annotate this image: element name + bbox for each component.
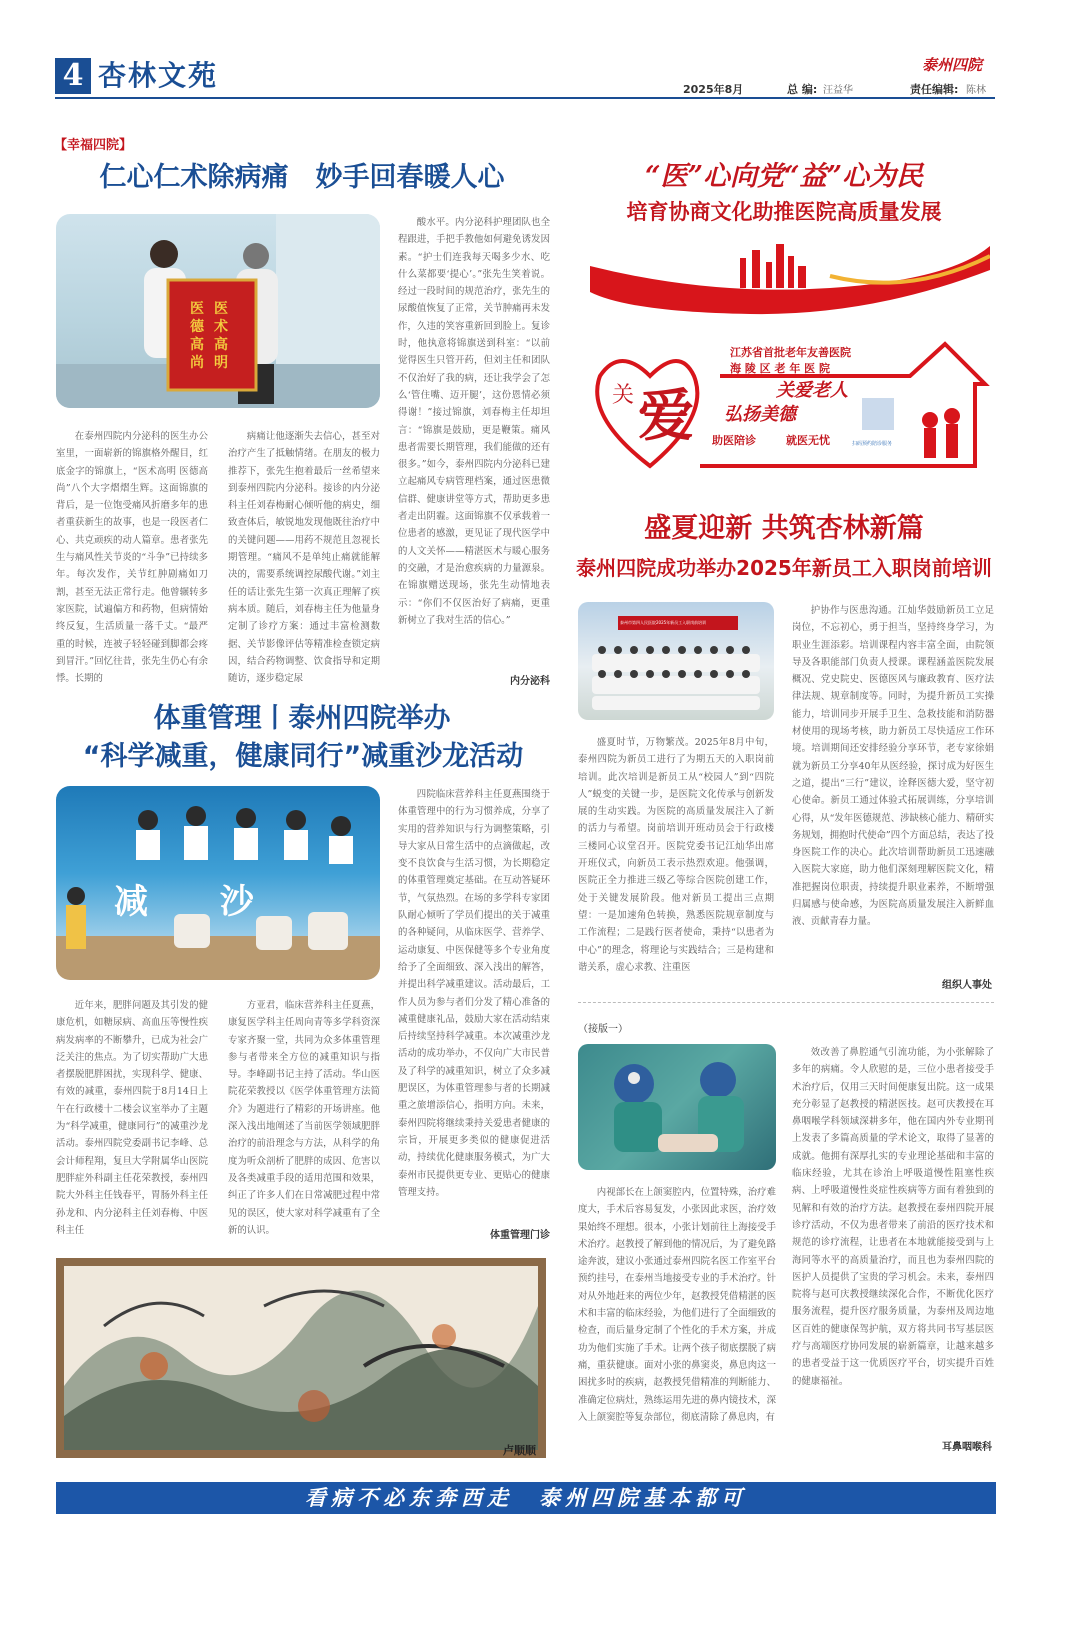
love-slogan-2: 弘扬美德 bbox=[724, 404, 796, 425]
footer-banner bbox=[56, 1482, 996, 1514]
article3-title-line1: 盛夏迎新 共筑杏林新篇 bbox=[644, 513, 924, 544]
article2-photo-salon-stage bbox=[56, 786, 380, 980]
love-big-char-1: 关 bbox=[612, 383, 635, 408]
article1-column-1: 在泰州四院内分泌科的医生办公室里，一面崭新的锦旗格外醒目，红底金字的锦旗上，“医术高明 医德高尚”八个大字熠熠生辉。这面锦旗的背后，是一位饱受痛风折磨多年的患者重获新生的故事，也是一段医者仁心、共克顽疾的动人篇章。患者张先生与痛风性关节炎的“斗争”已持续多年。每次发作，关节红肿剧痛如刀割，甚至无法正常行走。他曾辗转多家医院，试遍偏方和药物，但病情始终反复，生活质量一落千丈。“最严重的时候，连被子轻轻碰到脚都会疼到冒汗。”回忆往昔，张先生仍心有余悸。长期的 bbox=[56, 431, 208, 685]
article1-column-2: 病痛让他逐渐失去信心，甚至对治疗产生了抵触情绪。在朋友的极力推荐下，张先生抱着最后一丝希望来到泰州四院内分泌科。接诊的内分泌科主任刘春梅耐心倾听他的病史，细致查体后，敏锐地发现他既往治疗中的关键问题——用药不规范且忽视长期管理。“痛风不是单纯止痛就能解决的，需要系统调控尿酸代谢。”刘主任的话让张先生第一次真正理解了疾病本质。随后，刘春梅主任为他量身定制了诊疗方案：通过丰富检测数据、关节影像评估等精准检查锁定病因，结合药物调整、饮食指导和定期随访，逐步稳定尿 bbox=[228, 431, 380, 685]
training-banner-text: 泰州市第四人民医院2025年新员工入职岗前培训 bbox=[620, 620, 707, 625]
article2-column-3: 四院临床营养科主任夏燕围绕于体重管理中的行为习惯养成，分享了实用的营养知识与行为调整策略，引导大家从日常生活中的点滴做起，改变不良饮食与生活习惯，为长期稳定的体重管理奠定基础。在互动答疑环节，气氛热烈。在场的多学科专家团队耐心倾听了学员们提出的关于减重的各种疑问，从临床医学、营养学、运动康复、中医保健等多个专业角度给予了全面细致、深入浅出的解答，并提出科学减重建议。活动最后，工作人员为参与者们分发了精心准备的减重健康礼品，鼓励大家在活动结束后持续坚持科学减重。本次减重沙龙活动的成功举办，不仅向广大市民普及了科学的减重知识，树立了众多减肥误区，为体重管理参与者的长期减重之旅增添信心，指明方向。未来，泰州四院将继续秉持关爱患者健康的宗旨，开展更多类似的健康促进活动，持续优化健康服务模式，为广大泰州市民提供更专业、更贴心的健康管理支持。 bbox=[398, 789, 550, 1198]
stage-backdrop-text: 减 沙 bbox=[114, 882, 284, 922]
article2-title-line1: 体重管理丨泰州四院举办 bbox=[153, 703, 451, 734]
elder-care-banner bbox=[590, 336, 990, 476]
header-rule bbox=[55, 97, 995, 99]
love-slogan-1: 关爱老人 bbox=[776, 380, 848, 401]
painting-artwork bbox=[64, 1266, 538, 1450]
article2-title-line2: “科学减重，健康同行”减重沙龙活动 bbox=[82, 741, 524, 772]
article1-signature: 内分泌科 bbox=[510, 676, 550, 687]
article1-photo-banner-presentation bbox=[56, 214, 380, 408]
footer-slogan: 看病不必东奔西走 泰州四院基本都可 bbox=[305, 1485, 747, 1510]
article2-column-2: 方亚君，临床营养科主任夏燕，康复医学科主任周向青等多学科资深专家齐聚一堂，共同为众多体重管理参与者带来全方位的减重知识与指导。李峰副书记主持了活动。华山医院花荣教授以《医学体重管理方法简介》为题进行了精彩的开场讲座。他深入浅出地阐述了当前医学领域肥胖治疗的前沿理念与方法，从科学的角度为听众剖析了肥胖的成因、危害以及各类减重手段的适用范围和效果，纠正了许多人们在日常减肥过程中常见的误区，使大家对科学减重有了全新的认识。 bbox=[228, 1000, 380, 1236]
love-big-char-2: 爱 bbox=[638, 383, 694, 449]
issue-date: 2025年8月 bbox=[683, 83, 744, 96]
article3-group-photo bbox=[578, 602, 774, 720]
brand-logo-text: 泰州四院 bbox=[922, 56, 983, 74]
silk-banner-text-1: 医术高明 bbox=[214, 301, 228, 371]
right-section-divider bbox=[578, 1002, 994, 1003]
surgery-scene bbox=[578, 1044, 776, 1170]
group-people bbox=[578, 602, 774, 720]
editor-label: 总 编: bbox=[787, 83, 818, 96]
landscape-painting bbox=[56, 1258, 546, 1458]
red-ribbon-skyline bbox=[590, 236, 990, 322]
article4-column-left: 内视部长在上颌窦腔内，位置特殊，治疗难度大，手术后容易复发，小张因此求医，治疗效果始终不理想。很本，小张计划前往上海接受手术治疗。赵教授了解到他的情况后，为了避免路途奔波，建议小张通过泰州四院名医工作室平台预约挂号，在泰州当地接受专业的手术治疗。针对从外地赶来的两位少年，赵教授凭借精湛的医术和丰富的临床经验，为他们进行了全面细致的检查，而后量身定制了个性化的手术方案，并成功为他们实施了手术。让两个孩子彻底摆脱了病痛，重获健康。面对小张的鼻窦炎，鼻息肉这一困扰多时的疾病，赵教授凭借精准的判断能力、准确定位病灶，熟练运用先进的鼻内镜技术，深入上颌窦腔等复杂部位，彻底清除了鼻息肉，有 bbox=[578, 1187, 776, 1423]
article2-signature: 体重管理门诊 bbox=[490, 1230, 550, 1241]
responsible-editor-label: 责任编辑: bbox=[910, 83, 959, 96]
article2-column-1: 近年来，肥胖问题及其引发的健康危机，如糖尿病、高血压等慢性疾病发病率的不断攀升，已成为社会广泛关注的焦点。为了切实帮助广大患者摆脱肥胖困扰，实现科学、健康、有效的减重，泰州四院于8月14日上午在行政楼十二楼会议室举办了主题为“科学减重，健康同行”的减重沙龙活动。泰州四院党委副书记李峰、总会计师程翔，复旦大学附属华山医院肥胖症外科副主任花荣教授，泰州四院大外科主任钱春平，胃肠外科主任孙龙和、内分泌科主任刘春梅、中医科主任 bbox=[56, 1000, 208, 1236]
qr-caption: 扫码预约陪诊服务 bbox=[852, 441, 893, 447]
article1-tag: 【幸福四院】 bbox=[54, 138, 133, 153]
love-banner-line2: 海 陵 区 老 年 医 院 bbox=[730, 362, 830, 375]
right-banner-title-2: 培育协商文化助推医院高质量发展 bbox=[626, 200, 942, 224]
page-number: 4 bbox=[62, 58, 84, 93]
article4-tag: （接版一） bbox=[578, 1024, 628, 1035]
painting-artist: 卢顺顺 bbox=[503, 1444, 536, 1457]
article4-signature: 耳鼻咽喉科 bbox=[942, 1442, 992, 1453]
article1-column-3: 酸水平。内分泌科护理团队也全程跟进，手把手教他如何避免诱发因素。“护士们连我每天喝多少水、吃什么菜都要‘提心’。”张先生笑着说。经过一段时间的规范治疗，张先生的尿酸值恢复了正常，关节肿痛再未发作，久违的笑容重新回到脸上。复诊时，他执意将锦旗送到科室：“以前觉得医生只管开药，但刘主任和团队不仅治好了我的病，还让我学会了怎么‘管住嘴、迈开腿’，这份恩情必须得谢！”接过锦旗，刘春梅主任却坦言：“锦旗是鼓励，更是鞭策。痛风患者需要长期管理，我们能做的还有很多。”如今，泰州四院内分泌科已建立起痛风专病管理档案，通过医患微信群、健康讲堂等方式，帮助更多患者走出阴霾。这面锦旗不仅承载着一位患者的感激，更见证了现代医学中的人文关怀——精湛医术与暖心服务的交融，才是治愈疾病的力量源泉。在锦旗赠送现场，张先生动情地表示：“你们不仅医治好了病痛，更重新树立了我对生活的信心。” bbox=[398, 217, 550, 626]
responsible-editor-name: 陈林 bbox=[966, 85, 986, 96]
article3-signature: 组织人事处 bbox=[942, 980, 992, 991]
love-slogan-4: 就医无忧 bbox=[786, 434, 830, 447]
article4-surgery-photo bbox=[578, 1044, 776, 1170]
header bbox=[0, 0, 1080, 100]
right-banner-title-1: “医”心向党“益”心为民 bbox=[644, 161, 924, 192]
article4-column-right: 效改善了鼻腔通气引流功能，为小张解除了多年的病痛。令人欣慰的是，三位小患者接受手术治疗后，仅用三天时间便康复出院。这一成果充分彰显了赵教授的精湛医技。赵可庆教授在耳鼻咽喉学科领域深耕多年，他在国内外专业期刊上发表了多篇高质量的学术论文，取得了显著的成就。他拥有深厚扎实的专业理论基础和丰富的临床经验，尤其在诊治上呼吸道慢性阻塞性疾病、上呼吸道慢性炎症性疾病等方面有着独到的见解和有效的治疗方法。赵教授在泰州四院开展诊疗活动，不仅为患者带来了前沿的医疗技术和规范的诊疗流程，让患者在本地就能接受到与上海同等水平的高质量治疗，而且也为泰州四院的医护人员提供了宝贵的学习机会。未来，泰州四院将与赵可庆教授继续深化合作，不断优化医疗服务流程，提升医疗服务质量，为泰州及周边地区百姓的健康保驾护航，双方将共同书写基层医疗与高端医疗协同发展的崭新篇章，让越来越多的患者受益于这一优质医疗平台，切实提升百姓的健康福祉。 bbox=[792, 1047, 994, 1387]
section-title: 杏林文苑 bbox=[98, 59, 219, 92]
painting-mat bbox=[64, 1266, 538, 1450]
article3-column-right: 护协作与医患沟通。江灿华鼓励新员工立足岗位，不忘初心，勇于担当，坚持终身学习，为职业生涯添彩。培训课程内容丰富全面，由院领导及各职能部门负责人授课。课程涵盖医院发展概况、党史院史、医德医风与廉政教育、医疗法律法规、规章制度等。同时，为提升新员工实操能力，培训同步开展手卫生、急救技能和消防器材使用的现场考核，助力新员工尽快适应工作环境。培训期间还安排经验分享环节，老专家徐娟就为新员工分享40年从医经验，探讨成为好医生之道，提出“三行”建议，诠释医德大爱，坚守初心使命。新员工通过体验式拓展训练，分享培训心得，从“发年医德规范、涉缺核心能力、精研实务规划，拥抱时代使命”四个方面总结，表达了投身医院工作的决心。此次培训帮助新员工迅速融入医院大家庭，助力他们深刻理解医院文化，精准把握岗位职责，持续提升职业素养，不断增强归属感与使命感，为医院高质量发展注入新鲜血液、贡献青春力量。 bbox=[792, 605, 994, 928]
article3-title-line2: 泰州四院成功举办2025年新员工入职岗前培训 bbox=[576, 556, 992, 580]
silk-banner-text-2: 医德高尚 bbox=[190, 301, 204, 371]
article1-title: 仁心仁术除病痛 妙手回春暖人心 bbox=[99, 162, 505, 193]
article3-column-left: 盛夏时节，万物繁茂。2025年8月中旬，泰州四院为新员工进行了为期五天的入职岗前培训。此次培训是新员工从“校园人”到“四院人”蜕变的关键一步，是医院文化传承与创新发展的生动实践。为医院的高质量发展注入了新的活力与希望。岗前培训开班动员会于行政楼三楼同心议堂召开。医院党委书记江灿华出席开班仪式，向新员工表示热烈欢迎。他强调，医院正全力推进三级乙等综合医院创建工作，处于关键发展阶段。他对新员工提出三点期望：一是加速角色转换，熟悉医院规章制度与工作流程；二是践行医者使命，秉持“以患者为中心”的理念，将理论与实践结合；三是构建和谐关系，虚心求教、注重医 bbox=[578, 737, 774, 973]
editor-name: 汪益华 bbox=[823, 85, 853, 96]
love-slogan-3: 助医陪诊 bbox=[712, 434, 756, 447]
love-banner-line1: 江苏省首批老年友善医院 bbox=[730, 346, 851, 359]
